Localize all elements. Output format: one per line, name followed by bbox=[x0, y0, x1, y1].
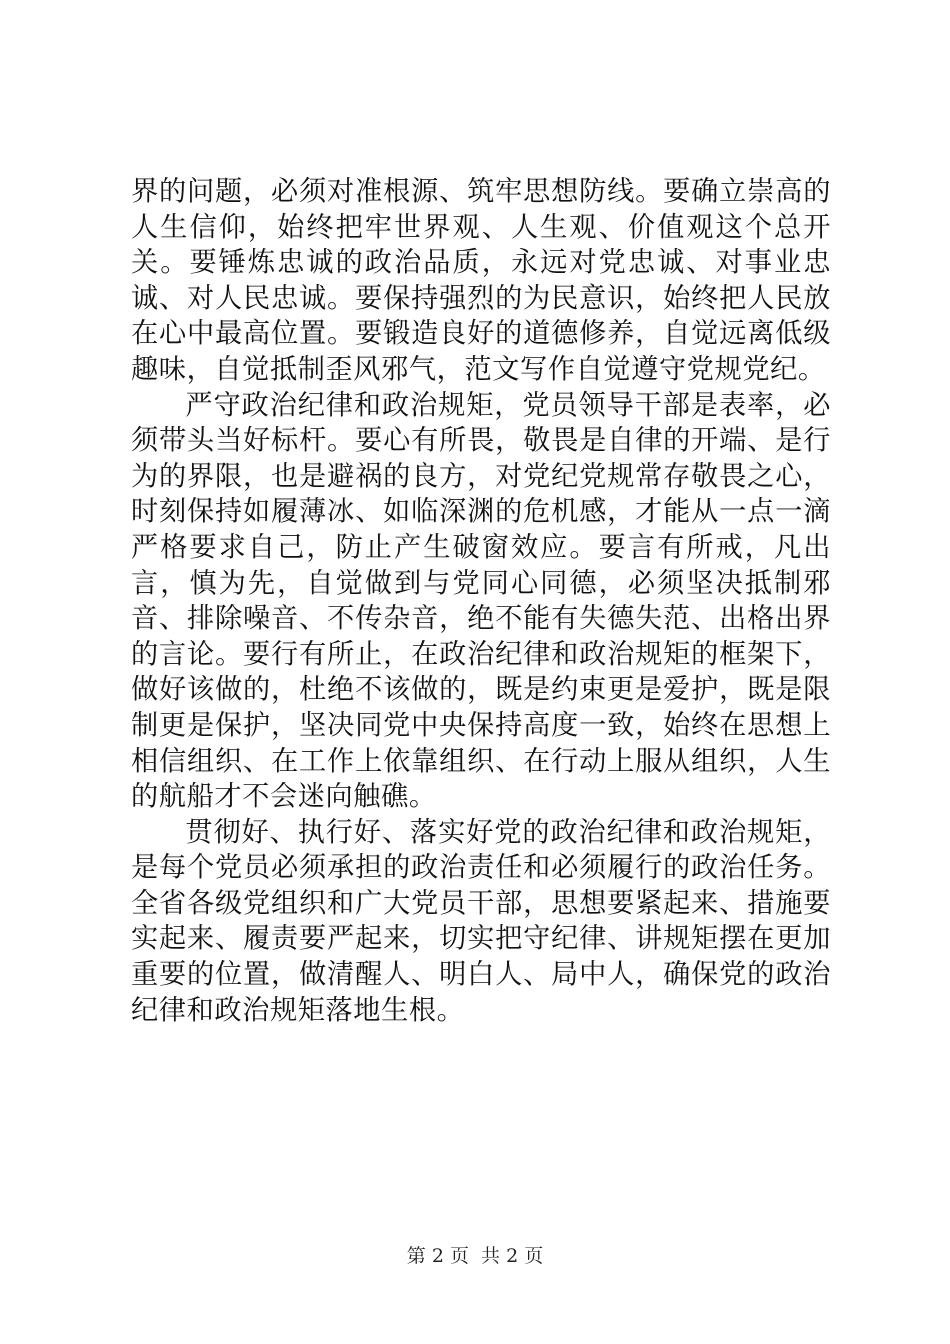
paragraph-conclusion: 贯彻好、执行好、落实好党的政治纪律和政治规矩，是每个党员必须承担的政治责任和必须履行的政治任务。全省各级党组织和广大党员干部，思想要紧起来、措施要实起来、履责要严起来，切实把守纪律、讲规矩摆在更加重要的位置，做清醒人、明白人、局中人，确保党的政治纪律和政治规矩落地生根。 bbox=[131, 816, 831, 1026]
page-number-label: 第 2 页 共 2 页 bbox=[406, 1245, 544, 1267]
page-footer bbox=[0, 1244, 950, 1268]
paragraph-political-discipline: 严守政治纪律和政治规矩，党员领导干部是表率，必须带头当好标杆。要心有所畏，敬畏是自律的开端、是行为的界限，也是避祸的良方，对党纪党规常存敬畏之心，时刻保持如履薄冰、如临深渊的危机感，才能从一点一滴严格要求自己，防止产生破窗效应。要言有所戒，凡出言，慎为先，自觉做到与党同心同德，必须坚决抵制邪音、排除噪音、不传杂音，绝不能有失德失范、出格出界的言论。要行有所止，在政治纪律和政治规矩的框架下，做好该做的，杜绝不该做的，既是约束更是爱护，既是限制更是保护，坚决同党中央保持高度一致，始终在思想上相信组织、在工作上依靠组织、在行动上服从组织，人生的航船才不会迷向触礁。 bbox=[131, 389, 831, 813]
document-body bbox=[131, 174, 831, 1028]
paragraph-continued: 界的问题，必须对准根源、筑牢思想防线。要确立崇高的人生信仰，始终把牢世界观、人生观、价值观这个总开关。要锤炼忠诚的政治品质，永远对党忠诚、对事业忠诚、对人民忠诚。要保持强烈的为民意识，始终把人民放在心中最高位置。要锻造良好的道德修养，自觉远离低级趣味，自觉抵制歪风邪气，范文写作自觉遵守党规党纪。 bbox=[131, 176, 831, 385]
